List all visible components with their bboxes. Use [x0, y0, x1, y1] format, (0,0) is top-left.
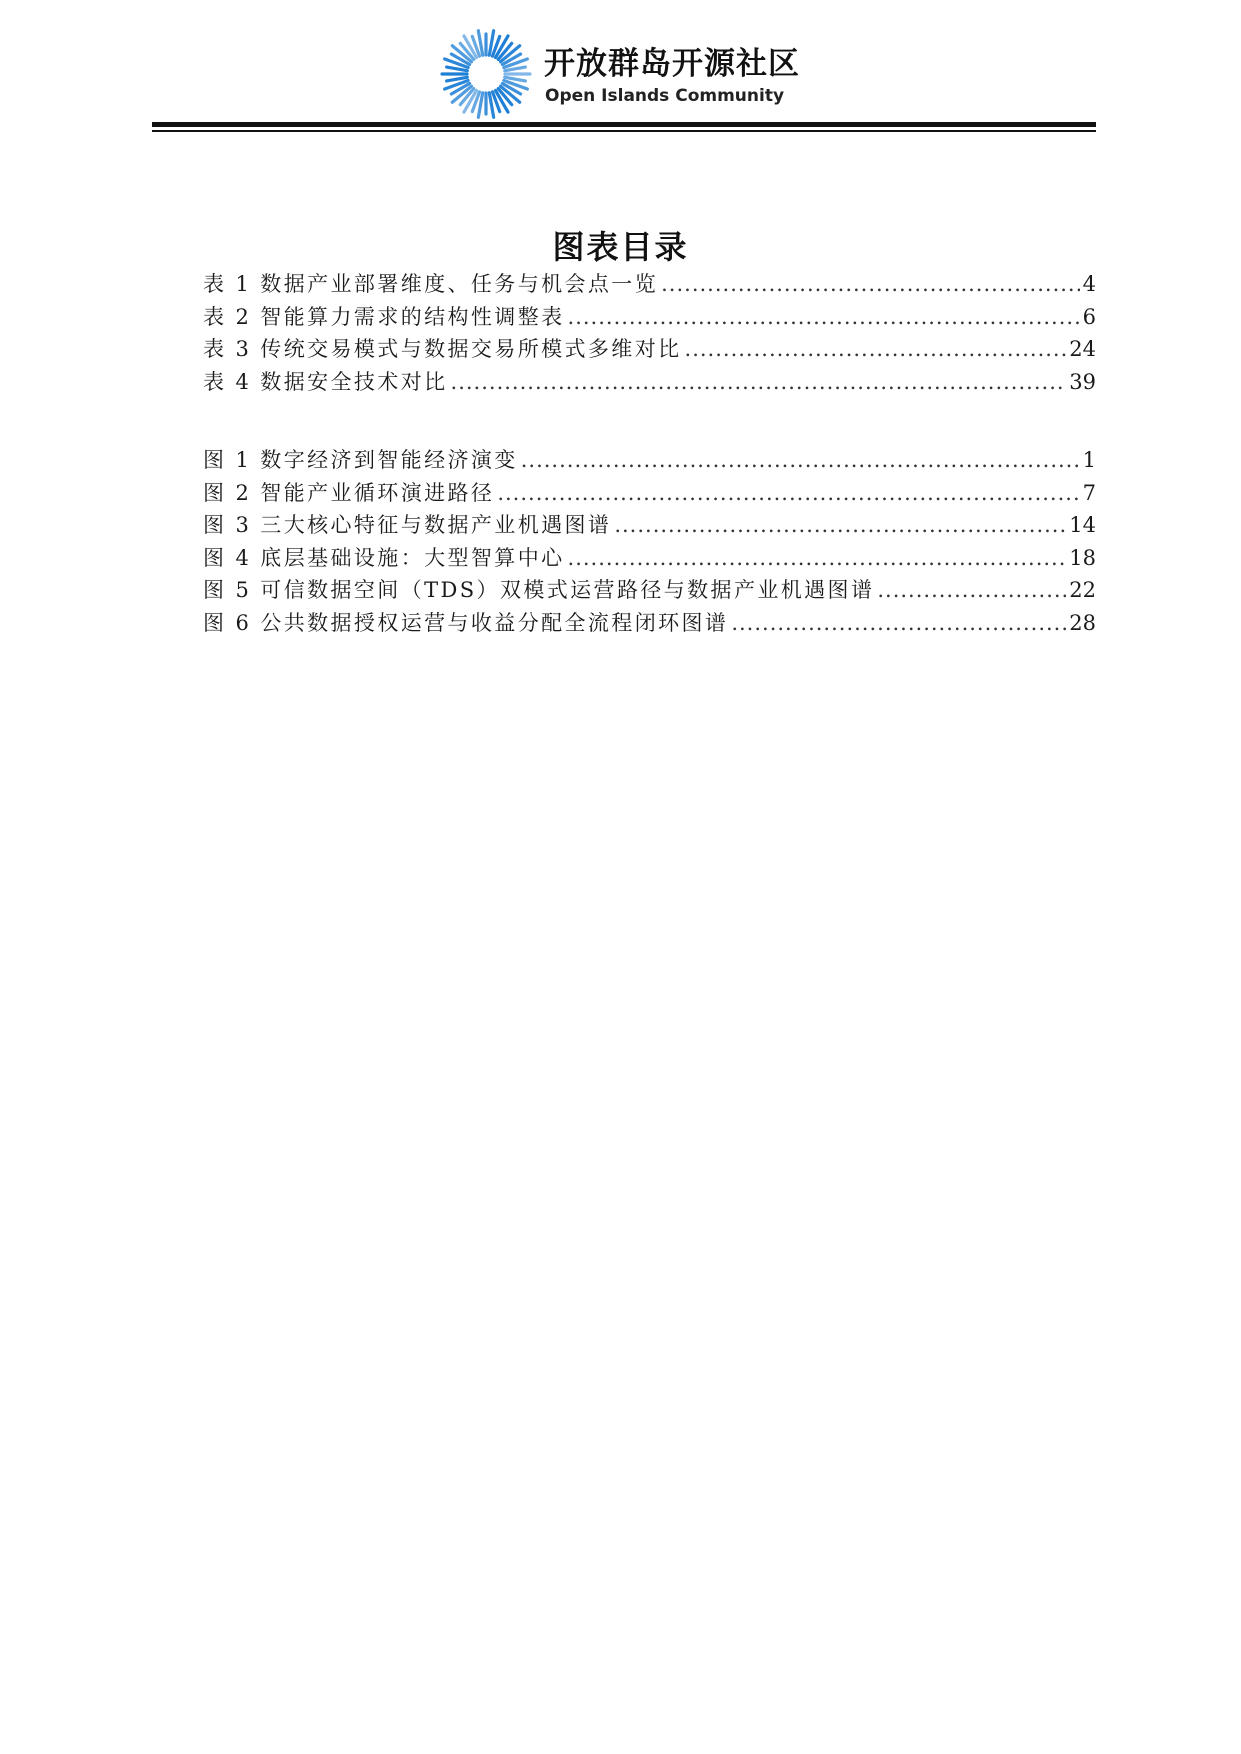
toc-entry-label: 图 3 三大核心特征与数据产业机遇图谱: [203, 513, 612, 537]
toc-entry-table-1[interactable]: [203, 268, 1096, 301]
header-rule-thin: [152, 130, 1096, 132]
tables-list: [203, 268, 1096, 398]
toc-entry-label: 表 2 智能算力需求的结构性调整表: [203, 304, 565, 329]
dot-leader: [877, 574, 1066, 607]
toc-entry-page: 18: [1069, 545, 1096, 570]
dot-leader: [521, 444, 1080, 477]
org-logo: [440, 28, 820, 120]
toc-entry-page: 7: [1082, 480, 1096, 505]
toc-entry-page: 22: [1069, 578, 1096, 602]
toc-entry-label: 图 4 底层基础设施：大型智算中心: [203, 545, 565, 570]
toc-entry-label: 表 4 数据安全技术对比: [203, 369, 448, 394]
org-name-en: Open Islands Community: [545, 86, 785, 106]
toc-entry-page: 24: [1069, 337, 1096, 361]
dot-leader: [568, 542, 1067, 575]
dot-leader: [451, 366, 1067, 399]
sunburst-ring-logo-icon: [440, 28, 532, 120]
toc-entry-page: 39: [1069, 369, 1096, 394]
toc-entry-label: 图 5 可信数据空间（TDS）双模式运营路径与数据产业机遇图谱: [203, 578, 875, 602]
toc-entry-figure-3[interactable]: [203, 509, 1096, 542]
toc-entry-figure-6[interactable]: [203, 607, 1096, 640]
dot-leader: [614, 509, 1066, 542]
toc-entry-page: 14: [1069, 513, 1096, 537]
toc-entry-page: 1: [1082, 448, 1096, 472]
toc-entry-label: 表 3 传统交易模式与数据交易所模式多维对比: [203, 337, 682, 361]
page-title: 图表目录: [552, 228, 689, 266]
toc-entry-page: 6: [1082, 304, 1096, 329]
dot-leader: [661, 268, 1080, 301]
toc-entry-label: 图 2 智能产业循环演进路径: [203, 480, 495, 505]
toc-entry-label: 图 6 公共数据授权运营与收益分配全流程闭环图谱: [203, 610, 729, 635]
toc-entry-table-3[interactable]: [203, 333, 1096, 366]
toc-entry-label: 图 1 数字经济到智能经济演变: [203, 448, 518, 472]
toc-entry-label: 表 1 数据产业部署维度、任务与机会点一览: [203, 272, 659, 296]
dot-leader: [685, 333, 1067, 366]
page-header: [0, 20, 1241, 120]
toc-entry-table-4[interactable]: [203, 366, 1096, 399]
header-rule-thick: [152, 122, 1096, 127]
dot-leader: [568, 301, 1080, 334]
dot-leader: [731, 607, 1066, 640]
figures-list: [203, 444, 1096, 639]
toc-entry-figure-4[interactable]: [203, 542, 1096, 575]
toc-entry-figure-1[interactable]: [203, 444, 1096, 477]
org-name-cn: 开放群岛开源社区: [544, 46, 800, 82]
toc-entry-page: 28: [1069, 610, 1096, 635]
toc-entry-figure-5[interactable]: [203, 574, 1096, 607]
toc-entry-table-2[interactable]: [203, 301, 1096, 334]
toc-entry-figure-2[interactable]: [203, 477, 1096, 510]
dot-leader: [497, 477, 1079, 510]
toc-entry-page: 4: [1082, 272, 1096, 296]
